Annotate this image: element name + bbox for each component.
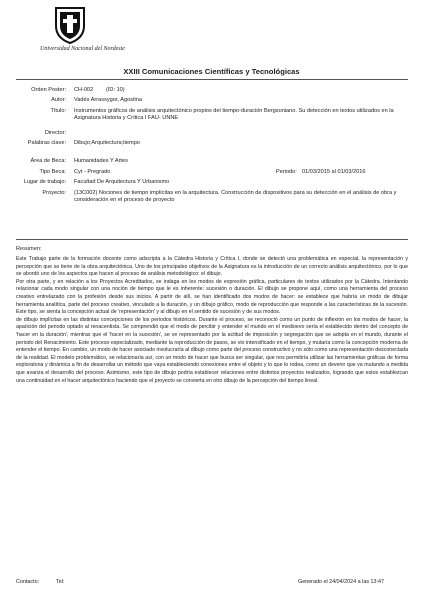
meta-divider: [16, 239, 408, 240]
periodo-label: Periodo:: [276, 169, 297, 175]
lugar-trabajo-label: Lugar de trabajo:: [23, 179, 66, 185]
proyecto-label: Proyecto:: [42, 190, 66, 196]
palabras-clave-value: Dibujo;Arquitectura;tiempo: [74, 140, 140, 146]
autor-value: Vadés Arrassygor, Agostina: [74, 97, 142, 103]
resumen-paragraph: de dibujo implícitas en las distintas concepciones de los periodos históricos. Durante el proceso, se reconoció como un punto de inflexión en los modos de hacer, la aparición del periodo optado al renacentista. Se comprendió que el modo de percibir y entender el mundo en el medioevo sería el establecido dentro del concepto de 'hacer en la duración', mientras que el 'hacer en la sucesión', se ve representado por la actitud de imposición y segregación que se adopta en el mundo, durante el periodo del Renacimiento. Este proceso especializado, mediante la reproducción de pasos, se vio intensificado en el tiempo, y mutaría como la concepción moderna de entender el tiempo. En cambio, un modo de hacer asociado involucraría al dibujo como parte del proceso constructivo y no sólo como una representación desconectada de la realidad. El modelo problemático, se relacionaría así, con un modo de hacer que busca ser singular, que nos permitiría utilizar las herramientas gráficas de forma exploratoria y dinámica a fin de desarrollar un método que vaya estableciendo conexiones entre el objeto y lo que lo rodea, como un devenir que va mutando a medida que avanza el desarrollo del proceso. Asimismo, este tipo de dibujo podría establecer relaciones entre distintos proyectos realizados, logrando que estos establezcan una continuidad en el hacer arquitectónico haciendo que el proyecto se convierta en otro dibujo de la percepción del tiempo lineal.: [16, 316, 408, 384]
palabras-clave-label: Palabras clave:: [27, 140, 66, 146]
periodo-value: 01/03/2015 al 01/03/2016: [302, 169, 366, 175]
resumen-text: [16, 256, 408, 385]
resumen-paragraph: Por otra parte, y en relación a los Proyectos Acreditados, se indaga en los modos de expresión gráfica, particulares de textos utilizados por la Cátedra. Intentando relacionar cada modo singular con una noción de tiempo que le es inherente: sucesión o duración. El dibujo se propone aquí, como una herramienta del proceso creativo entrelazado con la profesión desde sus inicios. A partir de allí, se han identificado dos modos de hacer: se establece que habría un modo de dibujar herramienta analítica, parte del proceso creativo, vinculado a la duración, y un dibujo gráfico, modo de reproducción que responde a las características de la sucesión. Este tipo, se sienta la concepción actual de 'representación' y al dibujo en el sentido de sucesión y de sus modos.: [16, 278, 408, 316]
proyecto-value: (13C002) Nociones de tiempo implícitas en la arquitectura. Construcción de dispositivos para su detección en el análisis de obra y consideración en el proceso de proyecto: [74, 190, 397, 204]
title-divider: [16, 79, 408, 80]
tel-label: Tel:: [56, 579, 65, 585]
document-title: XXIII Comunicaciones Científicas y Tecnológicas: [123, 67, 300, 76]
generated-timestamp: Generado el 24/04/2024 a las 13:47: [298, 579, 385, 585]
resumen-label: Resumen:: [16, 246, 42, 252]
orden-poster-value: CH-002: [74, 87, 94, 93]
lugar-trabajo-value: Facultad De Arquitectura Y Urbanismo: [74, 179, 170, 185]
titulo-value: Instrumentos gráficos de análisis arquitectónico propios del tiempo-duración Bergsoniano. Su detección en textos utilizados en la Asignatura Historia y Crítica I FAU- UNNE: [74, 108, 394, 122]
contacto-label: Contacto:: [16, 579, 40, 585]
university-seal-icon: [52, 6, 88, 44]
orden-poster-id: (ID: 10): [106, 87, 125, 93]
tipo-beca-value: Cyt - Pregrado: [74, 169, 111, 175]
autor-label: Autor:: [51, 97, 66, 103]
titulo-label: Título:: [50, 108, 66, 114]
tipo-beca-label: Tipo Beca:: [39, 169, 66, 175]
university-logo: [40, 6, 125, 52]
area-beca-label: Área de Beca:: [30, 158, 66, 164]
resumen-paragraph: Este Trabajo parte de la formación docente como adscripta a la Cátedra Historia y Crítica I, donde se detectó una problemática en especial, la representación y percepción que se tiene de la obra arquitectónica. Uno de los principales objetivos de la Asignatura es la introducción de un correcto análisis arquitectónico, por lo que se abordó uno de los aspectos que hacen al proceso de análisis metodológico: el dibujo.: [16, 256, 408, 278]
university-name: Universidad Nacional del Nordeste: [40, 46, 125, 52]
director-label: Director:: [44, 130, 66, 136]
area-beca-value: Humanidades Y Artes: [74, 158, 128, 164]
orden-poster-label: Orden Poster:: [31, 87, 66, 93]
